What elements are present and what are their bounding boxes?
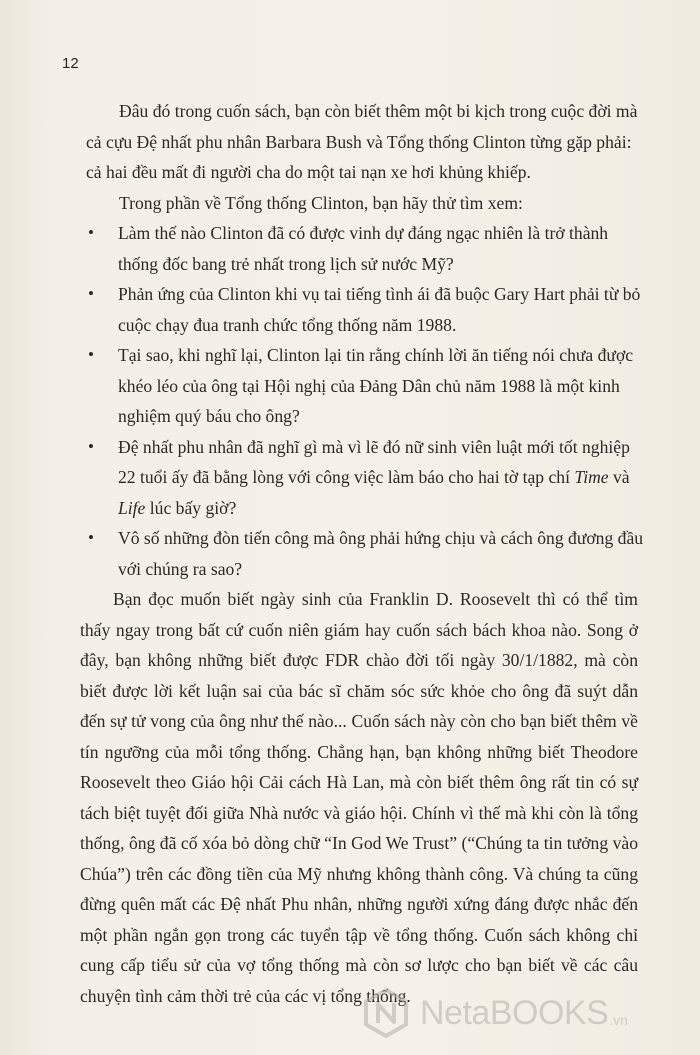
list-item xyxy=(86,218,646,279)
netabooks-logo-icon xyxy=(360,987,412,1039)
bullet-icon: • xyxy=(88,223,94,242)
list-item-text-before: Đệ nhất phu nhân đã nghĩ gì mà vì lẽ đó nữ sinh viên luật mới tốt nghiệp 22 tuổi ấy đã bằng lòng với công việc làm báo cho hai tờ tạp chí xyxy=(118,436,630,487)
list-item xyxy=(86,523,646,584)
list-item-text-after: lúc bấy giờ? xyxy=(145,497,237,518)
bullet-icon: • xyxy=(88,345,94,364)
list-item-text: Vô số những đòn tiến công mà ông phải hứng chịu và cách ông đương đầu với chúng ra sao? xyxy=(118,528,644,579)
bullet-icon: • xyxy=(88,528,94,547)
clinton-question-list xyxy=(86,218,646,584)
page-number: 12 xyxy=(62,55,79,72)
magazine-title-time: Time xyxy=(574,467,609,487)
list-item xyxy=(86,279,646,340)
paragraph-tragedy: Đâu đó trong cuốn sách, bạn còn biết thêm một bi kịch trong cuộc đời mà cả cựu Đệ nhất phu nhân Barbara Bush và Tổng thống Clinton từng gặp phải: cả hai đều mất đi người cha do một tai nạn xe hơi khủng khiếp. xyxy=(86,101,638,182)
list-item-text: Tại sao, khi nghĩ lại, Clinton lại tin rằng chính lời ăn tiếng nói chưa được khéo léo của ông tại Hội nghị của Đảng Dân chủ năm 1988 là một kinh nghiệm quý báu cho ông? xyxy=(118,345,634,426)
magazine-title-life: Life xyxy=(118,497,146,518)
list-item-text: Làm thế nào Clinton đã có được vinh dự đáng ngạc nhiên là trở thành thống đốc bang trẻ nhất trong lịch sử nước Mỹ? xyxy=(118,223,609,274)
list-item xyxy=(86,340,646,432)
page-body xyxy=(80,96,646,1011)
conjunction: và xyxy=(608,467,630,487)
list-item-text: Phản ứng của Clinton khi vụ tai tiếng tình ái đã buộc Gary Hart phải từ bỏ cuộc chạy đua tranh chức tổng thống năm 1988. xyxy=(118,284,641,335)
list-item xyxy=(86,432,646,524)
watermark-suffix: .vn xyxy=(609,1012,628,1028)
paragraph-clinton-intro: Trong phần về Tổng thống Clinton, bạn hãy thử tìm xem: xyxy=(119,192,523,213)
bullet-icon: • xyxy=(88,284,94,303)
bullet-icon: • xyxy=(88,436,94,456)
netabooks-watermark xyxy=(360,982,690,1044)
watermark-brand: NetaBOOKS xyxy=(420,993,609,1032)
paragraph-roosevelt: Bạn đọc muốn biết ngày sinh của Franklin D. Roosevelt thì có thể tìm thấy ngay trong bất cứ cuốn niên giám hay cuốn sách bách khoa nào. Song ở đây, bạn không những biết được FDR chào đời tối ngày 30/1/1882, mà còn biết được lời kết luận sai của bác sĩ chăm sóc sức khỏe cho ông đã suýt dẫn đến sự tử vong của ông như thế nào... Cuốn sách này còn cho bạn biết thêm về tín ngưỡng của mỗi tổng thống. Chẳng hạn, bạn không những biết Theodore Roosevelt theo Giáo hội Cải cách Hà Lan, mà còn biết thêm ông rất tin có sự tách biệt tuyệt đối giữa Nhà nước và giáo hội. Chính vì thế mà khi còn là tổng thống, ông đã cố xóa bỏ dòng chữ “In God We Trust” (“Chúng ta tin tưởng vào Chúa”) trên các đồng tiền của Mỹ nhưng không thành công. Và chúng ta cũng đừng quên mất các Đệ nhất Phu nhân, những người xứng đáng được nhắc đến một phần ngắn gọn trong các tuyển tập về tổng thống. Cuốn sách không chỉ cung cấp tiểu sử của vợ tổng thống mà còn sơ lược cho bạn biết về các câu chuyện tình cảm thời trẻ của các vị tổng thống. xyxy=(80,589,638,1006)
